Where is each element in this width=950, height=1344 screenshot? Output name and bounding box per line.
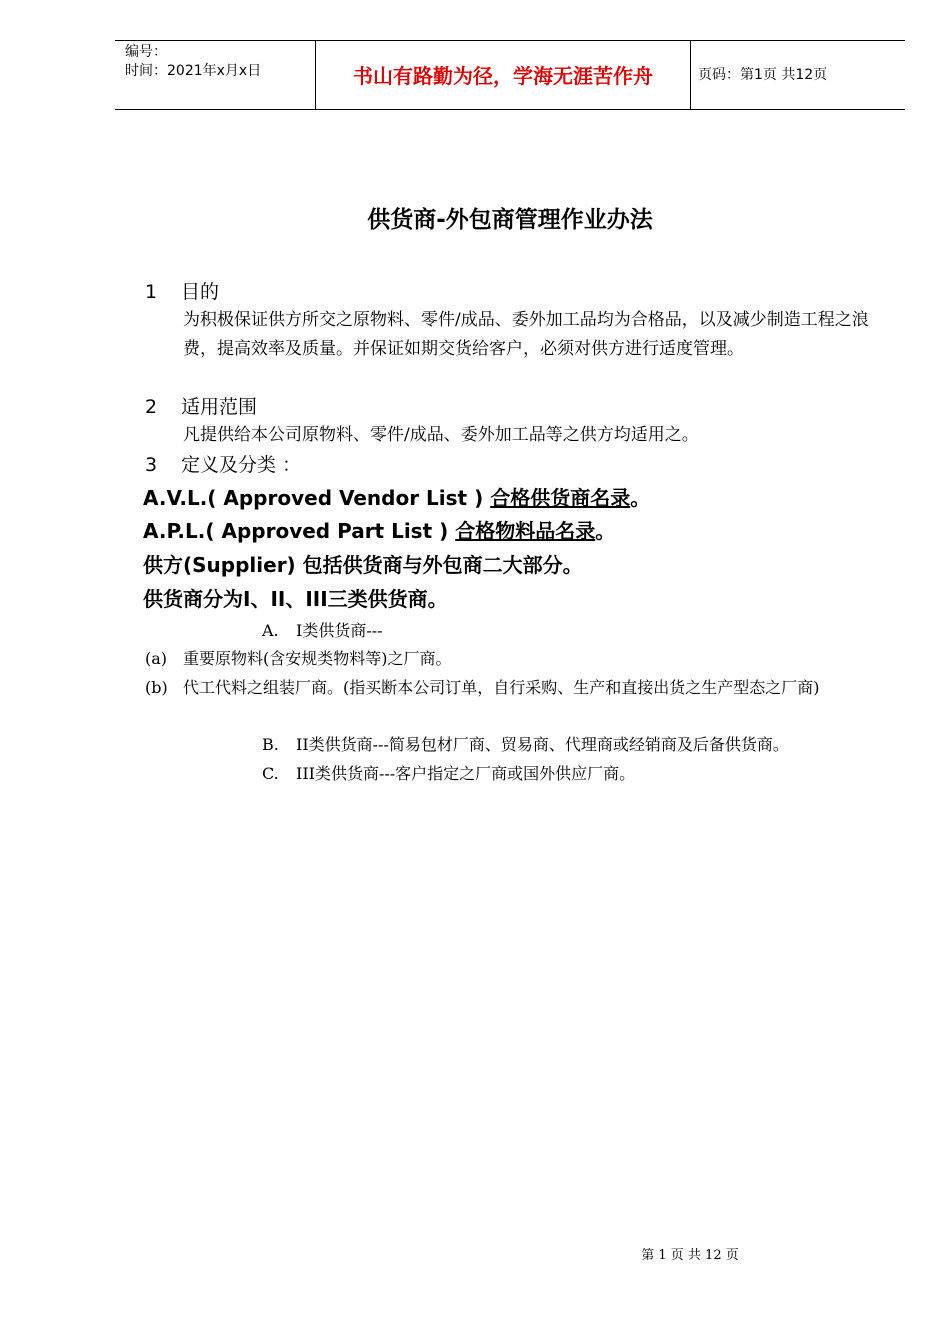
time-label: 时间：2021年x月x日 [125,63,262,79]
class-c-item [262,760,635,788]
avl-end: 。 [630,486,651,510]
section-2-text: 凡提供给本公司原物料、零件/成品、委外加工品等之供方均适用之。 [183,425,699,445]
apl-term: 合格物料品名录 [455,519,596,543]
sub-b-label: (b) [145,678,168,697]
class-b-text: II类供货商---简易包材厂商、贸易商、代理商或经销商及后备供货商。 [296,735,789,754]
class-a-label: A. [262,621,279,640]
section-3-heading [145,453,301,477]
page-footer: 第 1 页 共 12 页 [641,1248,739,1263]
section-2-heading [145,395,257,419]
sub-a-label: (a) [145,649,168,668]
class-c-label: C. [262,764,279,783]
section-number: 3 [145,454,158,476]
avl-prefix: A.V.L.( Approved Vendor List ) [143,486,484,510]
section-1-text: 为积极保证供方所交之原物料、零件/成品、委外加工品均为合格品，以及减少制造工程之浪费，提高效率及质量。并保证如期交货给客户，必须对供方进行适度管理。 [183,310,869,359]
sub-item-a [145,645,865,673]
motto-text: 书山有路勤为径，学海无涯苦作舟 [353,64,653,88]
class-b-item [262,731,789,759]
class-b-label: B. [262,735,279,754]
section-title: 定义及分类 ： [181,454,302,476]
section-title: 目的 [181,281,220,303]
header-table [115,40,905,110]
code-label: 编号： [125,44,167,60]
apl-prefix: A.P.L.( Approved Part List ) [143,519,449,543]
class-a-item [262,617,383,645]
page-info: 页码：第1页 共12页 [698,67,828,83]
apl-definition [143,518,615,544]
document-title: 供货商-外包商管理作业办法 [367,207,653,233]
sub-b-text: 代工代料之组装厂商。(指买断本公司订单，自行采购、生产和直接出货之生产型态之厂商) [183,678,820,697]
class-a-text: I类供货商--- [296,621,383,640]
section-title: 适用范围 [181,396,258,418]
sub-a-text: 重要原物料(含安规类物料等)之厂商。 [183,649,452,668]
sub-item-b [145,674,865,702]
supplier-definition: 供方(Supplier) 包括供货商与外包商二大部分。 [143,553,583,577]
avl-term: 合格供货商名录 [490,486,631,510]
supplier-classes: 供货商分为I、II、III三类供货商。 [143,587,448,611]
header-cell-motto [315,41,691,109]
avl-definition [143,485,650,511]
class-c-text: III类供货商---客户指定之厂商或国外供应厂商。 [296,764,636,783]
apl-end: 。 [595,519,616,543]
section-1-heading [145,280,219,304]
section-number: 2 [145,396,158,418]
header-cell-page [690,41,905,109]
section-number: 1 [145,281,158,303]
header-cell-info [115,41,315,109]
